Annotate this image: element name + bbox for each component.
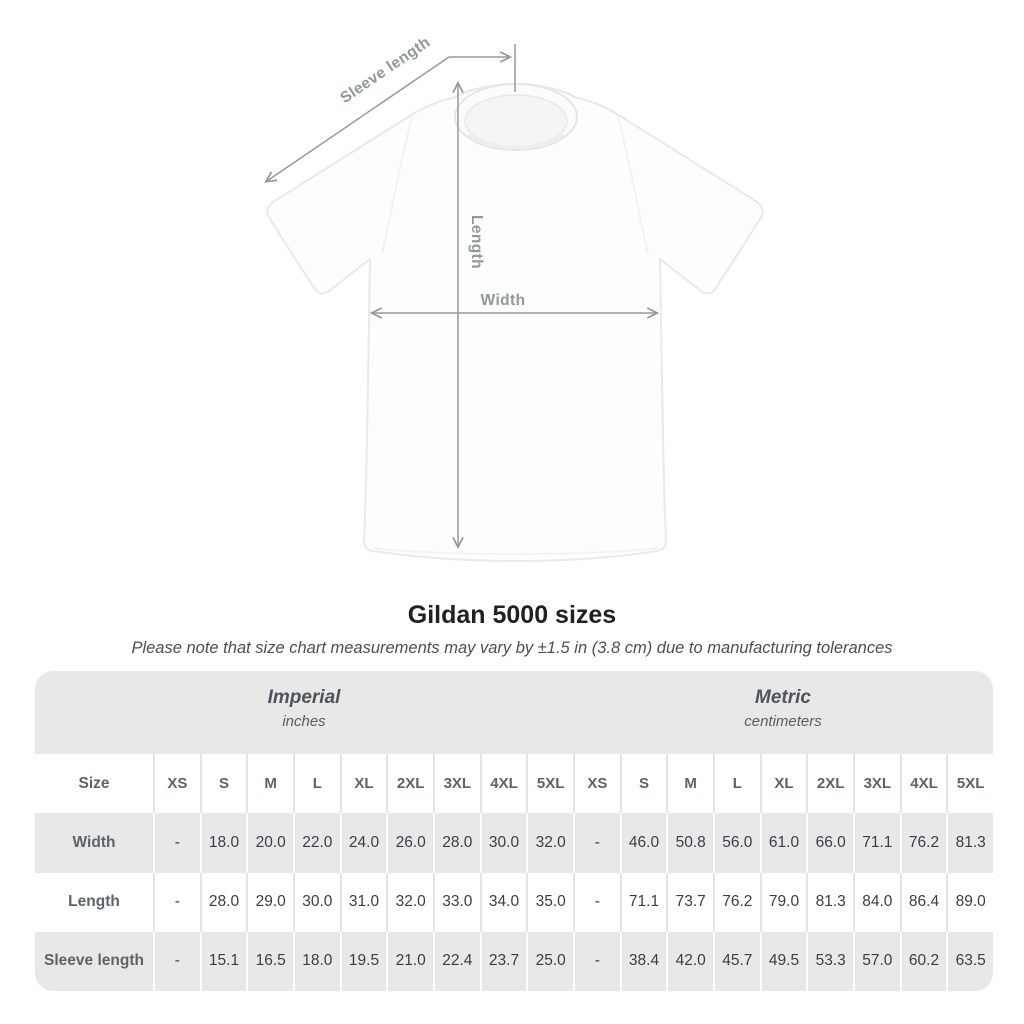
metric-value: 81.3 (806, 873, 853, 932)
size-table (35, 671, 993, 991)
width-label: Width (480, 292, 526, 309)
size-header-metric: 3XL (853, 754, 900, 813)
imperial-value: 30.0 (480, 813, 527, 872)
size-header-metric: XS (573, 754, 620, 813)
unit-header-band (35, 671, 993, 754)
metric-value: 60.2 (900, 932, 947, 991)
size-header-metric: 2XL (806, 754, 853, 813)
size-header-imperial: XS (153, 754, 200, 813)
metric-value: 71.1 (853, 813, 900, 872)
imperial-value: 35.0 (526, 873, 573, 932)
imperial-title: Imperial (267, 687, 341, 708)
imperial-value: 32.0 (526, 813, 573, 872)
size-header-metric: L (713, 754, 760, 813)
imperial-value: 18.0 (293, 932, 340, 991)
metric-value: 76.2 (713, 873, 760, 932)
metric-value: 50.8 (666, 813, 713, 872)
size-header-imperial: 5XL (526, 754, 573, 813)
metric-header (573, 671, 993, 754)
metric-value: 61.0 (760, 813, 807, 872)
metric-value: - (573, 813, 620, 872)
size-header-metric: M (666, 754, 713, 813)
imperial-value: 28.0 (433, 813, 480, 872)
size-header-imperial: L (293, 754, 340, 813)
size-header-row (35, 754, 993, 813)
imperial-value: 28.0 (200, 873, 247, 932)
tolerance-note: Please note that size chart measurements may vary by ±1.5 in (3.8 cm) due to manufacturing tolerances (131, 639, 893, 657)
tshirt-graphic (267, 84, 763, 561)
metric-title: Metric (755, 687, 811, 708)
imperial-value: 33.0 (433, 873, 480, 932)
size-header-imperial: 4XL (480, 754, 527, 813)
metric-value: 73.7 (666, 873, 713, 932)
sleeve-length-label: Sleeve length (337, 33, 434, 107)
metric-value: 42.0 (666, 932, 713, 991)
imperial-value: 22.0 (293, 813, 340, 872)
metric-value: 56.0 (713, 813, 760, 872)
imperial-value: 21.0 (386, 932, 433, 991)
metric-value: 71.1 (620, 873, 667, 932)
size-grid (35, 754, 993, 991)
imperial-value: 31.0 (340, 873, 387, 932)
page-title: Gildan 5000 sizes (407, 601, 617, 629)
metric-value: 53.3 (806, 932, 853, 991)
imperial-value: 20.0 (246, 813, 293, 872)
imperial-value: 15.1 (200, 932, 247, 991)
size-header-metric: XL (760, 754, 807, 813)
measurement-row-sleeve-length (35, 932, 993, 991)
imperial-value: 16.5 (246, 932, 293, 991)
row-label: Sleeve length (44, 952, 144, 970)
imperial-value: 23.7 (480, 932, 527, 991)
length-label: Length (468, 214, 485, 270)
row-label: Width (72, 833, 116, 851)
size-header-imperial: M (246, 754, 293, 813)
imperial-value: - (153, 813, 200, 872)
metric-value: 66.0 (806, 813, 853, 872)
imperial-value: 24.0 (340, 813, 387, 872)
imperial-value: 22.4 (433, 932, 480, 991)
imperial-value: 30.0 (293, 873, 340, 932)
size-header-metric: S (620, 754, 667, 813)
metric-value: 89.0 (946, 873, 993, 932)
metric-value: 76.2 (900, 813, 947, 872)
metric-value: 63.5 (946, 932, 993, 991)
metric-unit: centimeters (744, 713, 822, 730)
imperial-value: 18.0 (200, 813, 247, 872)
imperial-value: 25.0 (526, 932, 573, 991)
imperial-value: - (153, 873, 200, 932)
imperial-unit: inches (282, 713, 326, 730)
metric-value: 45.7 (713, 932, 760, 991)
metric-value: 81.3 (946, 813, 993, 872)
metric-value: 46.0 (620, 813, 667, 872)
size-header-imperial: 3XL (433, 754, 480, 813)
metric-value: 79.0 (760, 873, 807, 932)
size-column-header: Size (78, 774, 110, 792)
imperial-header (35, 671, 573, 754)
imperial-value: 32.0 (386, 873, 433, 932)
imperial-value: 26.0 (386, 813, 433, 872)
metric-value: 57.0 (853, 932, 900, 991)
metric-value: 84.0 (853, 873, 900, 932)
title-block (0, 600, 1024, 658)
metric-value: - (573, 873, 620, 932)
imperial-value: 34.0 (480, 873, 527, 932)
metric-value: 49.5 (760, 932, 807, 991)
size-header-imperial: XL (340, 754, 387, 813)
imperial-value: 19.5 (340, 932, 387, 991)
imperial-value: 29.0 (246, 873, 293, 932)
row-label: Length (68, 893, 120, 911)
size-header-imperial: 2XL (386, 754, 433, 813)
size-header-metric: 4XL (900, 754, 947, 813)
metric-value: - (573, 932, 620, 991)
size-header-imperial: S (200, 754, 247, 813)
imperial-value: - (153, 932, 200, 991)
size-header-metric: 5XL (946, 754, 993, 813)
metric-value: 86.4 (900, 873, 947, 932)
measurement-row-length (35, 873, 993, 932)
metric-value: 38.4 (620, 932, 667, 991)
measurement-row-width (35, 813, 993, 872)
